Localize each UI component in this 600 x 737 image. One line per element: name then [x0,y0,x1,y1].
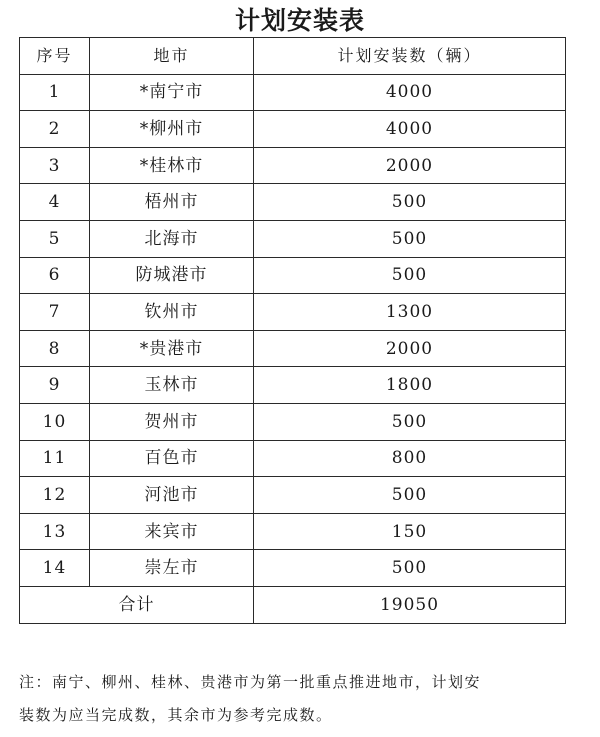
table-row [20,257,566,294]
row-count: 500 [254,477,566,514]
row-index: 8 [20,330,90,367]
footnote-line-2: 装数为应当完成数，其余市为参考完成数。 [19,706,333,724]
row-city: *南宁市 [90,74,254,111]
row-city: 崇左市 [90,550,254,587]
plan-table [19,37,566,624]
header-row [20,38,566,75]
footnote [19,666,591,732]
table-title: 计划安装表 [234,6,365,35]
table-row [20,513,566,550]
row-count: 500 [254,550,566,587]
table-row [20,220,566,257]
row-count: 500 [254,184,566,221]
table-row [20,403,566,440]
row-city: 河池市 [90,477,254,514]
total-label: 合计 [20,586,254,623]
header-cell-city: 地市 [90,38,254,75]
row-index: 1 [20,74,90,111]
row-count: 800 [254,440,566,477]
row-city: *柳州市 [90,111,254,148]
row-city: 来宾市 [90,513,254,550]
table-row [20,294,566,331]
row-index: 12 [20,477,90,514]
row-count: 4000 [254,74,566,111]
table-row [20,74,566,111]
row-index: 4 [20,184,90,221]
total-value: 19050 [254,586,566,623]
total-row [20,586,566,623]
row-count: 2000 [254,330,566,367]
row-index: 14 [20,550,90,587]
row-count: 150 [254,513,566,550]
table-row [20,147,566,184]
header-cell-index: 序号 [20,38,90,75]
row-count: 4000 [254,111,566,148]
table-row [20,111,566,148]
table-row [20,477,566,514]
row-city: 防城港市 [90,257,254,294]
row-index: 9 [20,367,90,404]
row-index: 3 [20,147,90,184]
row-city: *贵港市 [90,330,254,367]
row-index: 7 [20,294,90,331]
row-count: 500 [254,220,566,257]
row-city: 贺州市 [90,403,254,440]
row-index: 2 [20,111,90,148]
row-city: 钦州市 [90,294,254,331]
table-row [20,367,566,404]
table-row [20,330,566,367]
row-city: 梧州市 [90,184,254,221]
row-city: *桂林市 [90,147,254,184]
row-count: 2000 [254,147,566,184]
table-row [20,184,566,221]
header-cell-count: 计划安装数（辆） [254,38,566,75]
row-index: 5 [20,220,90,257]
row-city: 百色市 [90,440,254,477]
row-count: 1800 [254,367,566,404]
row-index: 6 [20,257,90,294]
footnote-line-1: 注：南宁、柳州、桂林、贵港市为第一批重点推进地市，计划安 [19,673,482,691]
row-city: 玉林市 [90,367,254,404]
table-row [20,440,566,477]
row-count: 1300 [254,294,566,331]
row-count: 500 [254,403,566,440]
table-row [20,550,566,587]
row-count: 500 [254,257,566,294]
row-city: 北海市 [90,220,254,257]
row-index: 10 [20,403,90,440]
row-index: 11 [20,440,90,477]
row-index: 13 [20,513,90,550]
